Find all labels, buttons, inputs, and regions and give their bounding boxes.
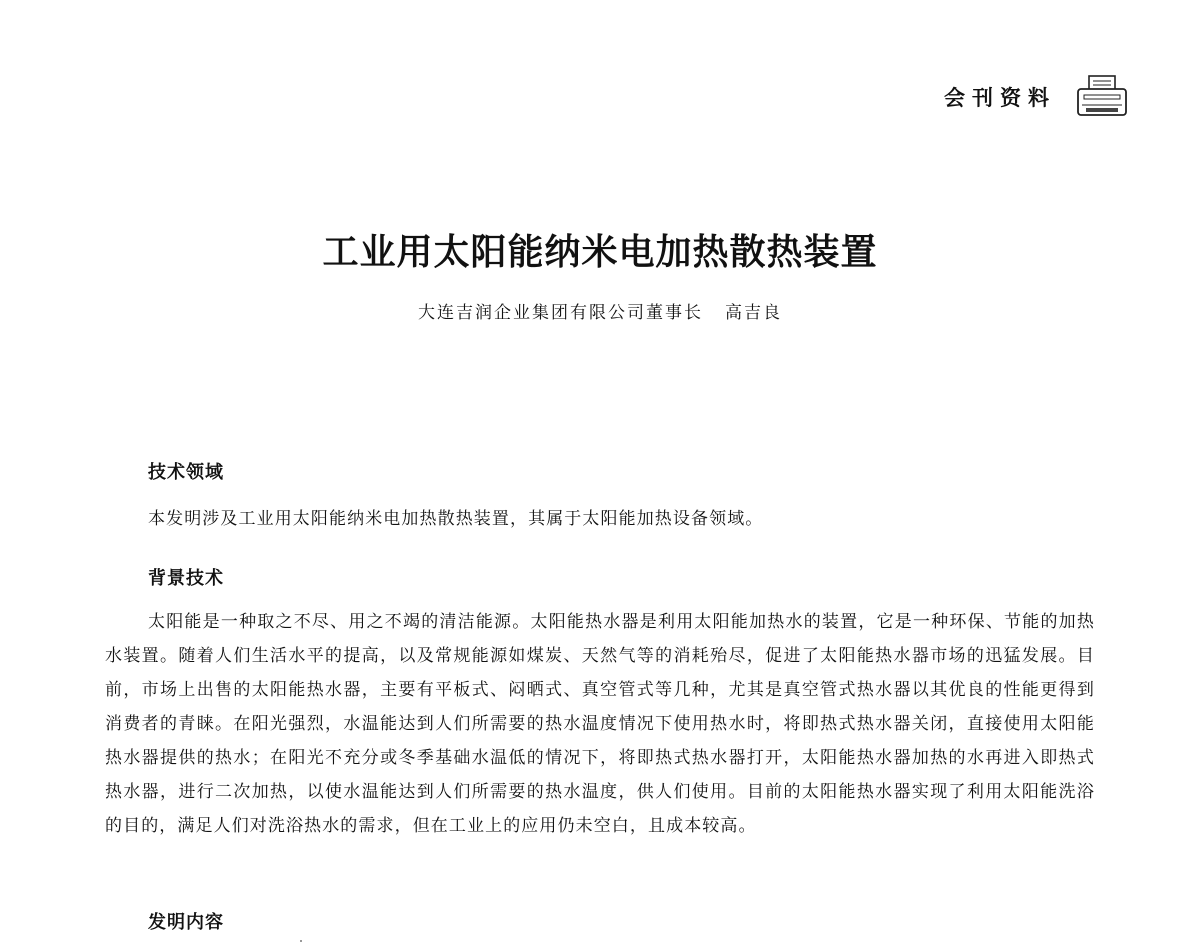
heading-technical-field: 技术领域: [148, 462, 224, 483]
paragraph-technical-field: 本发明涉及工业用太阳能纳米电加热散热装置，其属于太阳能加热设备领域。: [148, 509, 764, 529]
heading-background: 背景技术: [148, 568, 224, 589]
paragraph-background: 太阳能是一种取之不尽、用之不竭的清洁能源。太阳能热水器是利用太阳能加热水的装置，它是一种环保、节能的加热水装置。随着人们生活水平的提高，以及常规能源如煤炭、天然气等的消耗殆尽，促进了太阳能热水器市场的迅猛发展。目前，市场上出售的太阳能热水器，主要有平板式、闷晒式、真空管式等几种，尤其是真空管式热水器以其优良的性能更得到消费者的青睐。在阳光强烈，水温能达到人们所需要的热水温度情况下使用热水时，将即热式热水器关闭，直接使用太阳能热水器提供的热水；在阳光不充分或冬季基础水温低的情况下，将即热式热水器打开，太阳能热水器加热的水再进入即热式热水器，进行二次加热，以使水温能达到人们所需要的热水温度，供人们使用。目前的太阳能热水器实现了利用太阳能洗浴的目的，满足人们对洗浴热水的需求，但在工业上的应用仍未空白，且成本较高。: [105, 612, 1095, 836]
section-label: 会刊资料: [944, 86, 1056, 110]
printer-icon: [1074, 74, 1130, 120]
heading-invention: 发明内容: [148, 912, 224, 933]
scan-speck: [300, 940, 302, 942]
section-header: [944, 74, 1130, 120]
article-title: 工业用太阳能纳米电加热散热装置: [322, 231, 878, 273]
author-affiliation: 大连吉润企业集团有限公司董事长: [418, 303, 703, 323]
author-line: [0, 298, 1200, 323]
author-name: 高吉良: [725, 303, 782, 323]
